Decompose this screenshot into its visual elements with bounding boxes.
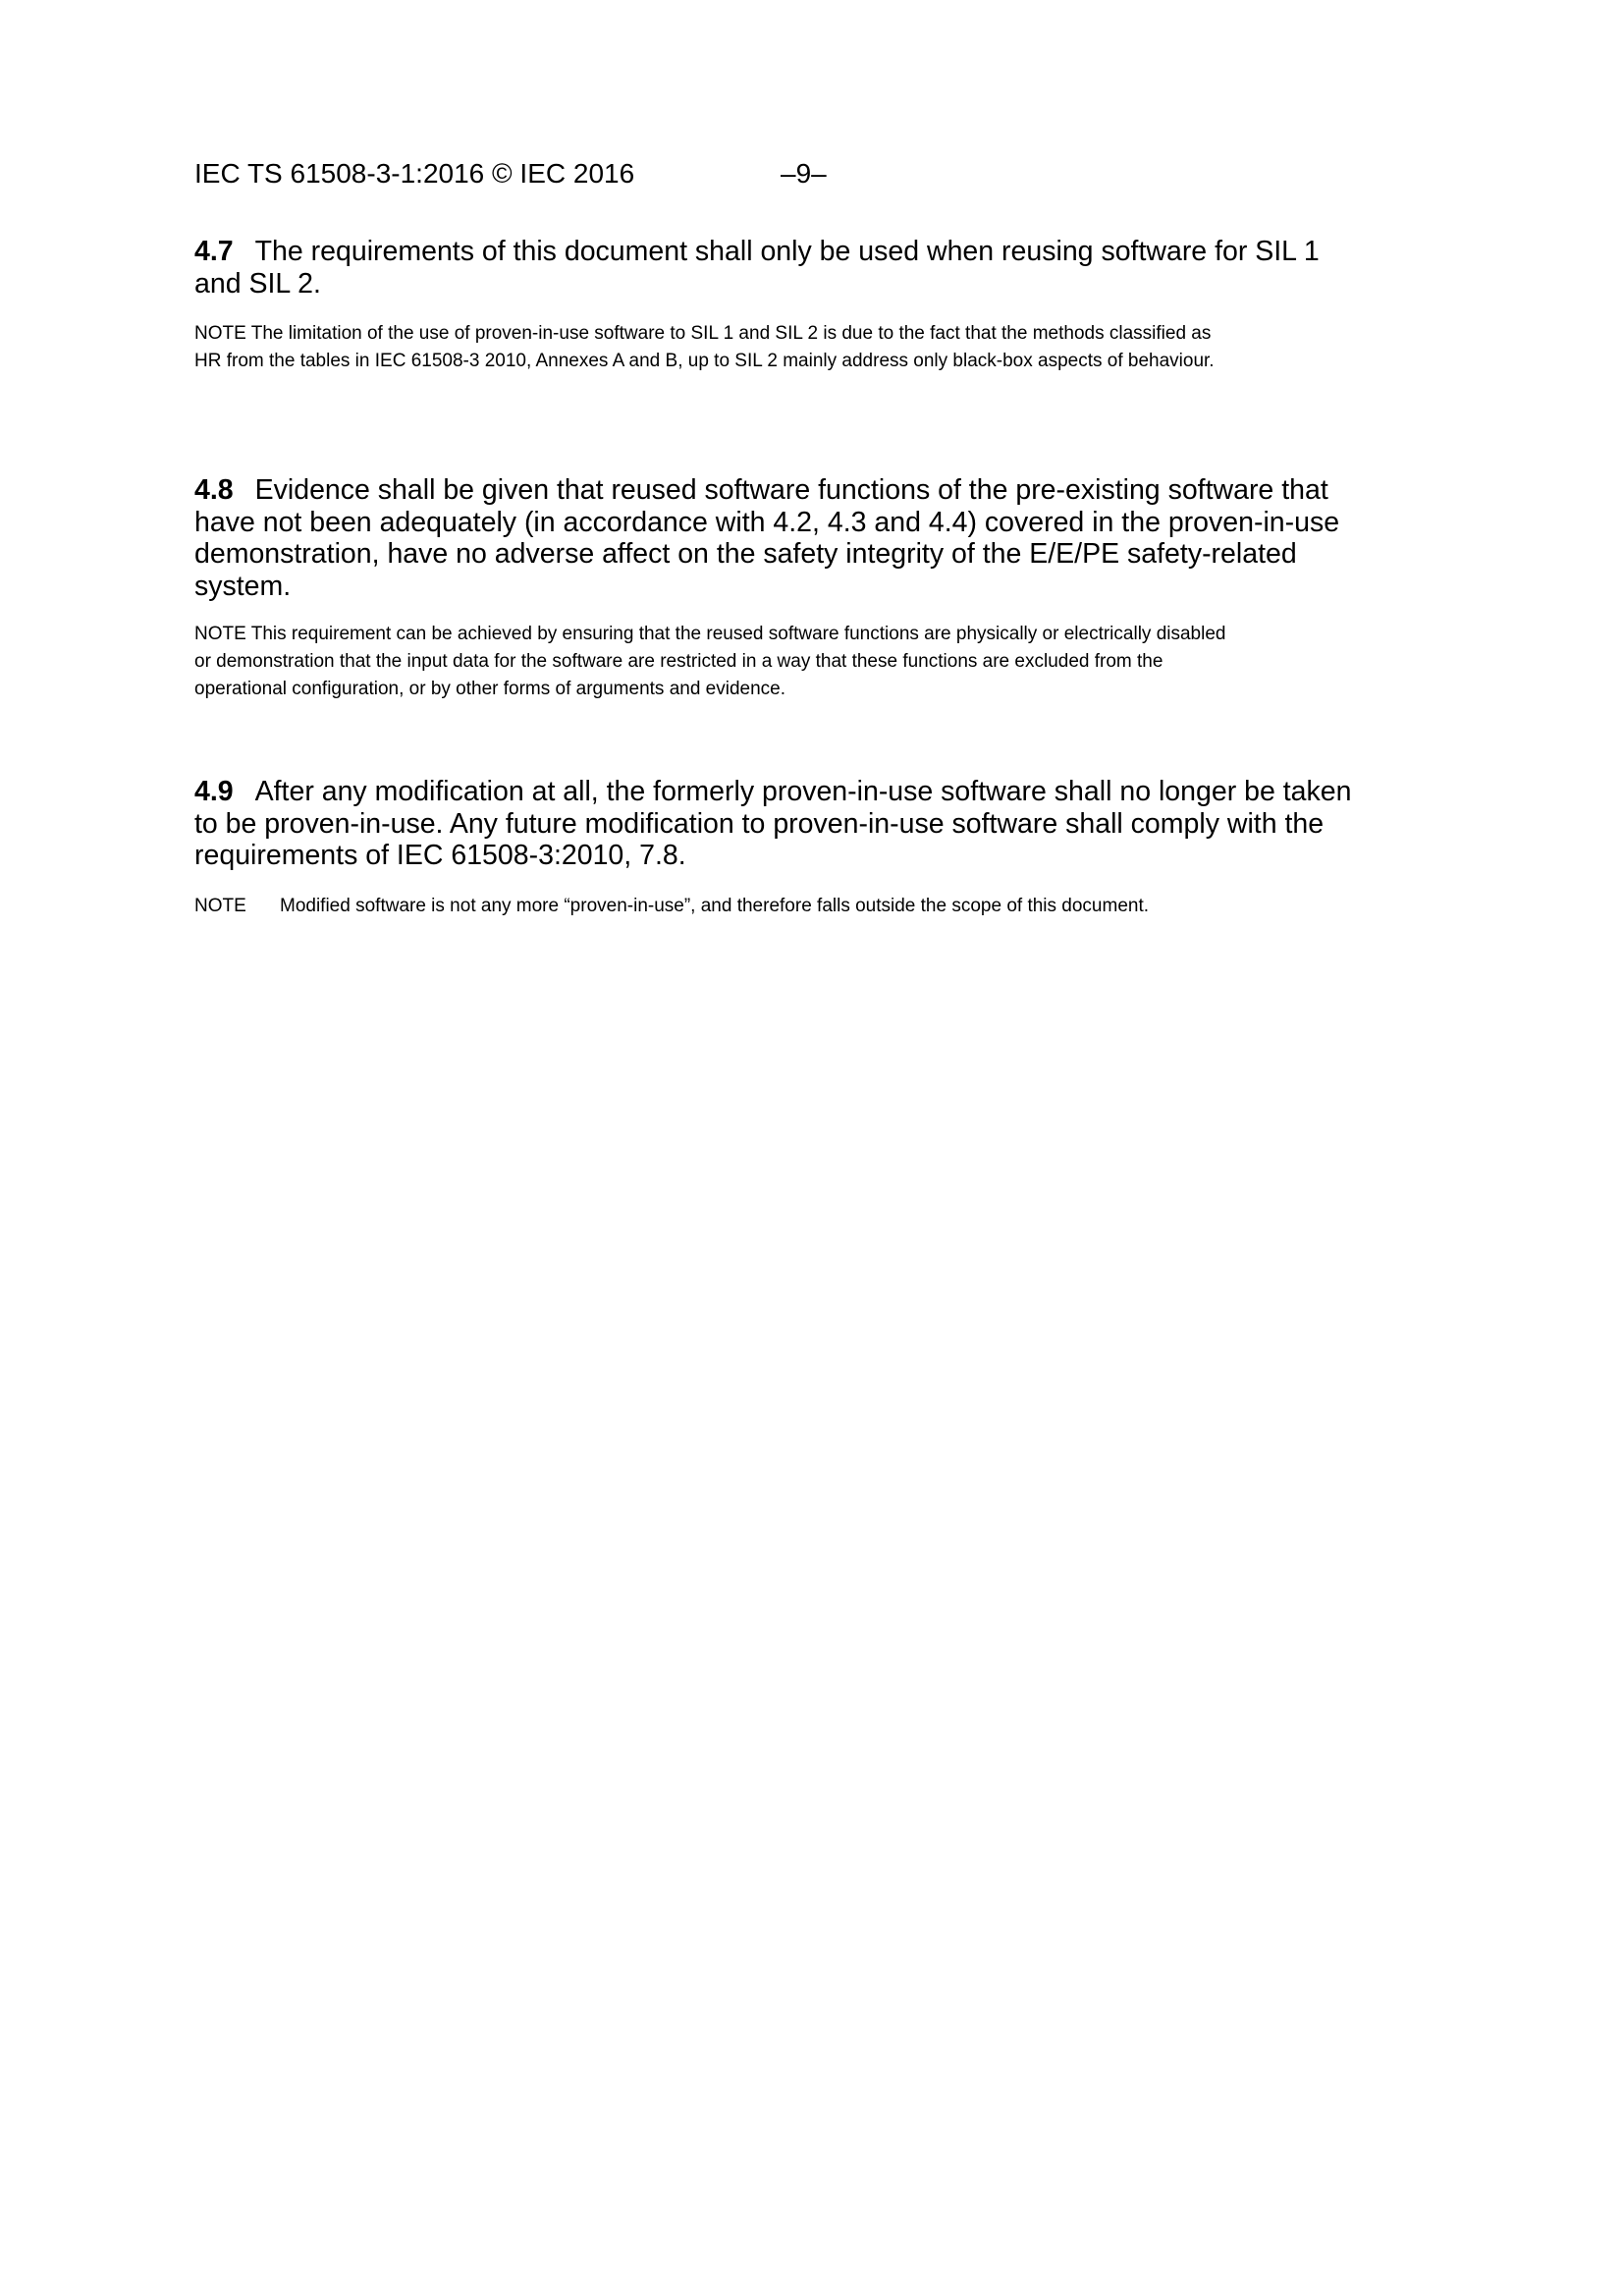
clause-number: 4.8	[194, 474, 234, 506]
clause-number: 4.7	[194, 236, 234, 267]
clause-4-9-note	[194, 893, 1373, 920]
note-text: Modified software is not any more “proven-in-use”, and therefore falls outside the scope of this document.	[280, 896, 1150, 916]
document-header: IEC TS 61508-3-1:2016 © IEC 2016	[194, 158, 635, 189]
clause-text: After any modification at all, the formerly proven-in-use software shall no longer be taken to be proven-in-use. Any future modification to proven-in-use software shall comply with the requirements of IEC 61508-3:2010, 7.8.	[194, 776, 1352, 871]
clause-4-7-note: NOTE The limitation of the use of proven-in-use software to SIL 1 and SIL 2 is due to the fact that the methods classified as HR from the tables in IEC 61508-3 2010, Annexes A and B, up to SIL 2 mainly address only black-box aspects of behaviour.	[194, 323, 1215, 371]
clause-number: 4.9	[194, 776, 234, 807]
clause-4-8	[194, 474, 1353, 602]
page-number: –9–	[781, 158, 827, 189]
note-label: NOTE	[194, 896, 246, 916]
clause-4-7	[194, 236, 1353, 300]
clause-text: Evidence shall be given that reused software functions of the pre-existing software that have not been adequately (in accordance with 4.2, 4.3 and 4.4) covered in the proven-in-use demonstration, have no adverse affect on the safety integrity of the E/E/PE safety-related system.	[194, 474, 1340, 602]
clause-4-8-note: NOTE This requirement can be achieved by ensuring that the reused software functions are physically or electrically disabled or demonstration that the input data for the software are restricted in a way that these functions are excluded from the operational configuration, or by other forms of arguments and evidence.	[194, 624, 1226, 699]
clause-text: The requirements of this document shall only be used when reusing software for SIL 1 and SIL 2.	[194, 236, 1320, 300]
clause-4-9	[194, 776, 1353, 872]
